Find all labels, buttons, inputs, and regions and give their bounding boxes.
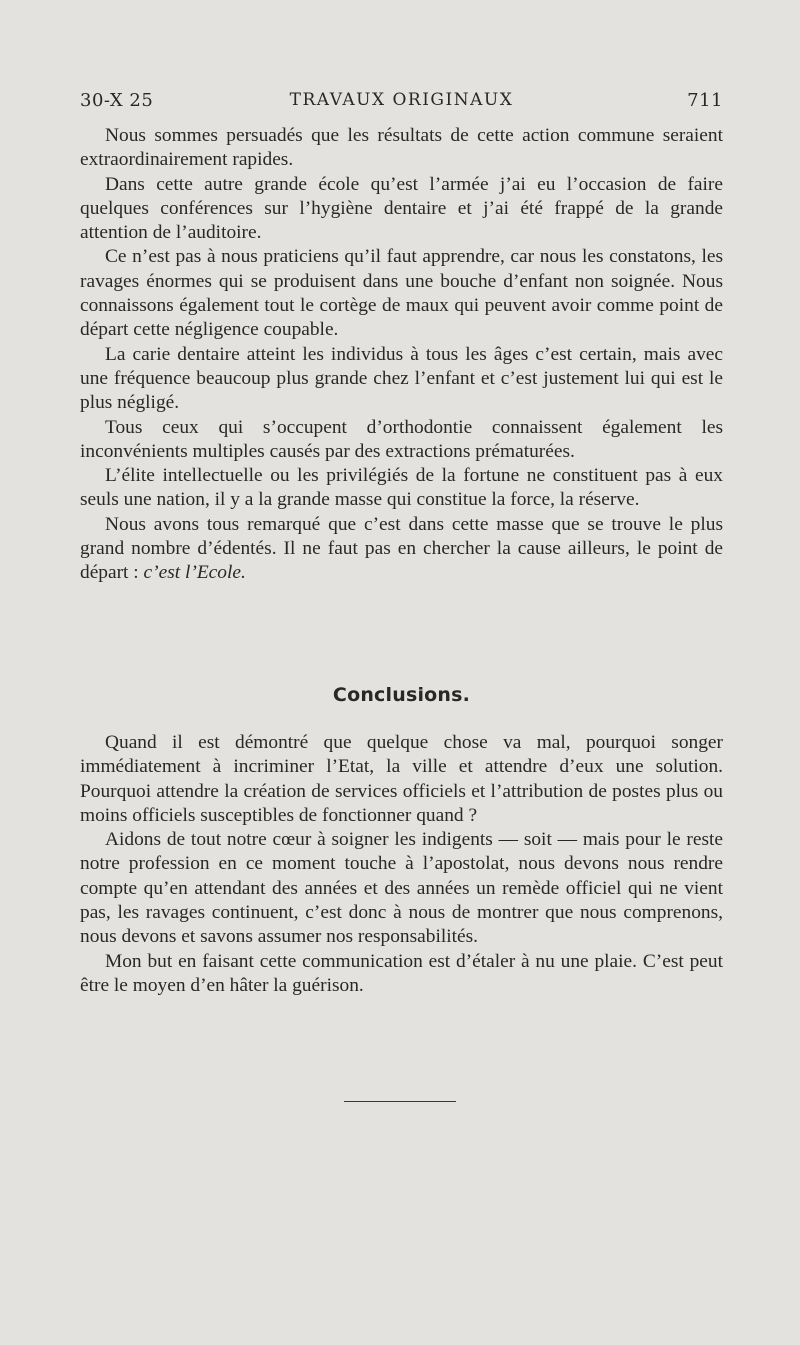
- page-number: 711: [687, 90, 723, 111]
- running-head: [80, 90, 723, 114]
- end-rule: [344, 1101, 456, 1102]
- issue-reference: 30-X 25: [80, 90, 154, 111]
- paragraph-text: Nous avons tous remarqué que c’est dans cette masse que se trouve le plus grand nombre d’édentés. Il ne faut pas en chercher la cause ailleurs, le point de départ :: [80, 513, 723, 584]
- paragraph: Mon but en faisant cette communication est d’étaler à nu une plaie. C’est peut être le moyen d’en hâter la guérison.: [80, 950, 723, 996]
- body-text-before-conclusions: [80, 124, 723, 586]
- body-text-conclusions: [80, 731, 723, 998]
- section-running-title: TRAVAUX ORIGINAUX: [289, 90, 514, 110]
- paragraph: Nous sommes persuadés que les résultats de cette action commune seraient extraordinairement rapides.: [80, 125, 723, 171]
- paragraph: Dans cette autre grande école qu’est l’armée j’ai eu l’occasion de faire quelques conférences sur l’hygiène dentaire et j’ai été frappé de la grande attention de l’auditoire.: [80, 173, 723, 244]
- paragraph: La carie dentaire atteint les individus à tous les âges c’est certain, mais avec une fréquence beaucoup plus grande chez l’enfant et c’est justement lui qui est le plus négligé.: [80, 343, 723, 414]
- paragraph: Tous ceux qui s’occupent d’orthodontie connaissent également les inconvénients multiples causés par des extractions prématurées.: [80, 416, 723, 462]
- paragraph: Ce n’est pas à nous praticiens qu’il faut apprendre, car nous les constatons, les ravages énormes qui se produisent dans une bouche d’enfant non soignée. Nous connaissons également tout le cortège de maux qui peuvent avoir comme point de départ cette négligence coupable.: [80, 246, 723, 341]
- paragraph: L’élite intellectuelle ou les privilégiés de la fortune ne constituent pas à eux seuls une nation, il y a la grande masse qui constitue la force, la réserve.: [80, 465, 723, 511]
- paragraph: Quand il est démontré que quelque chose va mal, pourquoi songer immédiatement à incriminer l’Etat, la ville et attendre d’eux une solution. Pourquoi attendre la création de services officiels et l’attribution de postes plus ou moins officiels susceptibles de fonctionner quand ?: [80, 732, 723, 826]
- emphasis-text: c’est l’Ecole.: [143, 562, 246, 584]
- section-heading: Conclusions.: [332, 684, 471, 706]
- paragraph: Aidons de tout notre cœur à soigner les indigents — soit — mais pour le reste notre profession en ce moment touche à l’apostolat, nous devons nous rendre compte qu’en attendant des années et des années un remède officiel qui ne vient pas, les ravages continuent, c’est donc à nous de montrer que nous comprenons, nous devons et savons assumer nos responsabilités.: [80, 829, 723, 948]
- paragraph-with-emphasis: [80, 513, 723, 586]
